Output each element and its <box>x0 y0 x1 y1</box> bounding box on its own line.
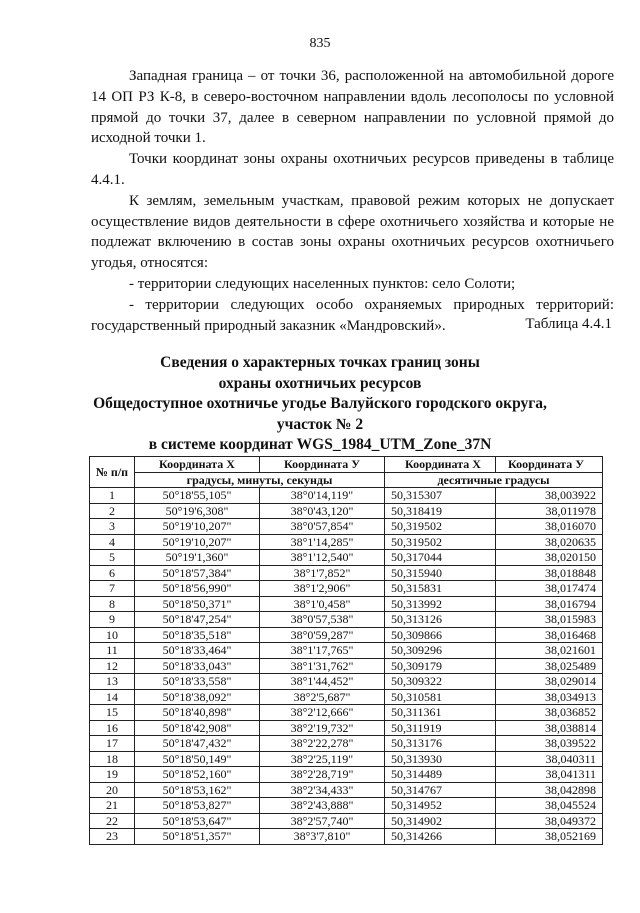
cell-number: 7 <box>90 581 135 597</box>
cell-number: 16 <box>90 720 135 736</box>
cell-number: 19 <box>90 767 135 783</box>
paragraph-excluded-lands: К землям, земельным участкам, правовой режим которых не допускает осуществление видов деятельности в сфере охотничьего хозяйства и которые не подлежат включению в состав зоны охраны охотничьих ресурсов охотничьего угодья, относятся: <box>91 192 614 272</box>
cell-number: 11 <box>90 643 135 659</box>
cell-x-dms: 50°18'50,371" <box>135 596 260 612</box>
paragraph-western-border: Западная граница – от точки 36, расположенной на автомобильной дороге 14 ОП РЗ К-8, в северо-восточном направлении вдоль лесополосы по условной прямой до точки 37, далее в северном направлении по условной прямой до исходной точки 1. <box>91 68 614 147</box>
table-row <box>90 643 603 659</box>
cell-y-decimal: 38,016070 <box>496 519 603 535</box>
cell-number: 18 <box>90 751 135 767</box>
cell-x-dms: 50°18'33,558" <box>135 674 260 690</box>
table-row <box>90 736 603 752</box>
cell-y-dms: 38°0'57,854" <box>260 519 385 535</box>
cell-x-decimal: 50,318419 <box>385 503 496 519</box>
cell-x-dms: 50°19'10,207" <box>135 519 260 535</box>
cell-number: 6 <box>90 565 135 581</box>
heading-line-1: Сведения о характерных точках границ зоны <box>160 354 480 371</box>
cell-y-decimal: 38,018848 <box>496 565 603 581</box>
cell-number: 23 <box>90 829 135 845</box>
cell-y-decimal: 38,020635 <box>496 534 603 550</box>
table-row <box>90 550 603 566</box>
cell-y-dms: 38°2'25,119" <box>260 751 385 767</box>
cell-x-dms: 50°18'56,990" <box>135 581 260 597</box>
cell-x-dms: 50°18'47,254" <box>135 612 260 628</box>
cell-number: 13 <box>90 674 135 690</box>
table-row <box>90 596 603 612</box>
cell-y-decimal: 38,039522 <box>496 736 603 752</box>
cell-y-dms: 38°2'12,666" <box>260 705 385 721</box>
cell-x-decimal: 50,315831 <box>385 581 496 597</box>
cell-y-decimal: 38,049372 <box>496 813 603 829</box>
table-row <box>90 503 603 519</box>
cell-x-dms: 50°18'53,827" <box>135 798 260 814</box>
table-row <box>90 565 603 581</box>
header-coord-y-dms: Координата У <box>260 457 385 473</box>
cell-x-dms: 50°18'55,105" <box>135 488 260 504</box>
table-body <box>90 488 603 845</box>
table-header-row <box>90 457 603 473</box>
cell-y-decimal: 38,020150 <box>496 550 603 566</box>
table-caption: Таблица 4.4.1 <box>525 316 612 332</box>
header-coord-y-decimal: Координата У <box>496 457 603 473</box>
heading-line-4: участок № 2 <box>276 415 364 433</box>
cell-y-dms: 38°1'7,852" <box>260 565 385 581</box>
cell-y-dms: 38°2'34,433" <box>260 782 385 798</box>
cell-y-dms: 38°2'28,719" <box>260 767 385 783</box>
cell-y-decimal: 38,038814 <box>496 720 603 736</box>
cell-y-decimal: 38,015983 <box>496 612 603 628</box>
cell-x-decimal: 50,314266 <box>385 829 496 845</box>
coordinates-table <box>89 456 603 845</box>
cell-x-decimal: 50,314767 <box>385 782 496 798</box>
table-row <box>90 612 603 628</box>
cell-y-dms: 38°1'17,765" <box>260 643 385 659</box>
cell-x-dms: 50°18'53,162" <box>135 782 260 798</box>
cell-x-dms: 50°18'42,908" <box>135 720 260 736</box>
cell-number: 14 <box>90 689 135 705</box>
paragraph-settlements: - территории следующих населенных пунктов: село Солоти; <box>129 275 516 292</box>
cell-x-decimal: 50,314952 <box>385 798 496 814</box>
cell-x-decimal: 50,319502 <box>385 519 496 535</box>
cell-x-dms: 50°19'6,308" <box>135 503 260 519</box>
cell-y-dms: 38°2'43,888" <box>260 798 385 814</box>
cell-number: 9 <box>90 612 135 628</box>
cell-x-dms: 50°18'33,464" <box>135 643 260 659</box>
table-row <box>90 627 603 643</box>
heading-line-2: охраны охотничьих ресурсов <box>218 374 422 392</box>
cell-y-decimal: 38,052169 <box>496 829 603 845</box>
cell-x-decimal: 50,309179 <box>385 658 496 674</box>
cell-x-decimal: 50,313992 <box>385 596 496 612</box>
table-row <box>90 813 603 829</box>
cell-x-decimal: 50,313930 <box>385 751 496 767</box>
cell-y-dms: 38°2'57,740" <box>260 813 385 829</box>
cell-number: 10 <box>90 627 135 643</box>
cell-x-decimal: 50,317044 <box>385 550 496 566</box>
cell-y-dms: 38°1'14,285" <box>260 534 385 550</box>
cell-x-decimal: 50,313176 <box>385 736 496 752</box>
table-row <box>90 767 603 783</box>
cell-y-decimal: 38,045524 <box>496 798 603 814</box>
cell-y-decimal: 38,041311 <box>496 767 603 783</box>
cell-x-decimal: 50,309866 <box>385 627 496 643</box>
cell-y-dms: 38°0'43,120" <box>260 503 385 519</box>
cell-y-dms: 38°0'57,538" <box>260 612 385 628</box>
cell-number: 22 <box>90 813 135 829</box>
cell-x-dms: 50°18'53,647" <box>135 813 260 829</box>
cell-number: 8 <box>90 596 135 612</box>
cell-x-decimal: 50,315307 <box>385 488 496 504</box>
cell-number: 12 <box>90 658 135 674</box>
cell-y-decimal: 38,034913 <box>496 689 603 705</box>
cell-x-decimal: 50,315940 <box>385 565 496 581</box>
cell-y-decimal: 38,029014 <box>496 674 603 690</box>
cell-number: 20 <box>90 782 135 798</box>
table-row <box>90 782 603 798</box>
cell-number: 2 <box>90 503 135 519</box>
cell-number: 21 <box>90 798 135 814</box>
cell-x-decimal: 50,314489 <box>385 767 496 783</box>
paragraph-points-reference: Точки координат зоны охраны охотничьих ресурсов приведены в таблице 4.4.1. <box>91 151 614 188</box>
cell-x-decimal: 50,313126 <box>385 612 496 628</box>
cell-y-dms: 38°1'31,762" <box>260 658 385 674</box>
table-subheader-row <box>90 472 603 488</box>
cell-y-dms: 38°2'5,687" <box>260 689 385 705</box>
cell-y-decimal: 38,016794 <box>496 596 603 612</box>
cell-x-decimal: 50,311361 <box>385 705 496 721</box>
table-row <box>90 581 603 597</box>
cell-number: 17 <box>90 736 135 752</box>
heading-line-3: Общедоступное охотничье угодье Валуйского городского округа, <box>93 395 547 412</box>
table-row <box>90 519 603 535</box>
cell-y-dms: 38°2'19,732" <box>260 720 385 736</box>
table-row <box>90 720 603 736</box>
cell-x-dms: 50°18'33,043" <box>135 658 260 674</box>
cell-y-decimal: 38,011978 <box>496 503 603 519</box>
cell-number: 3 <box>90 519 135 535</box>
table-heading <box>60 353 580 456</box>
table-row <box>90 705 603 721</box>
table-row <box>90 798 603 814</box>
cell-x-dms: 50°18'38,092" <box>135 689 260 705</box>
cell-x-dms: 50°18'35,518" <box>135 627 260 643</box>
cell-y-dms: 38°0'59,287" <box>260 627 385 643</box>
cell-x-dms: 50°18'52,160" <box>135 767 260 783</box>
cell-y-decimal: 38,021601 <box>496 643 603 659</box>
table-row <box>90 488 603 504</box>
cell-x-decimal: 50,314902 <box>385 813 496 829</box>
cell-y-decimal: 38,017474 <box>496 581 603 597</box>
table-row <box>90 674 603 690</box>
subheader-dms: градусы, минуты, секунды <box>135 472 385 488</box>
cell-x-decimal: 50,309322 <box>385 674 496 690</box>
header-row-number: № п/п <box>90 457 135 488</box>
table-row <box>90 658 603 674</box>
body-text <box>91 66 614 336</box>
cell-x-dms: 50°18'57,384" <box>135 565 260 581</box>
cell-x-dms: 50°18'47,432" <box>135 736 260 752</box>
cell-number: 4 <box>90 534 135 550</box>
header-coord-x-decimal: Координата Х <box>385 457 496 473</box>
cell-y-dms: 38°1'2,906" <box>260 581 385 597</box>
cell-y-dms: 38°0'14,119" <box>260 488 385 504</box>
header-coord-x-dms: Координата Х <box>135 457 260 473</box>
cell-x-dms: 50°18'40,898" <box>135 705 260 721</box>
cell-y-decimal: 38,036852 <box>496 705 603 721</box>
table-row <box>90 751 603 767</box>
cell-y-dms: 38°3'7,810" <box>260 829 385 845</box>
cell-y-decimal: 38,042898 <box>496 782 603 798</box>
table-row <box>90 829 603 845</box>
cell-x-decimal: 50,311919 <box>385 720 496 736</box>
cell-x-dms: 50°19'10,207" <box>135 534 260 550</box>
cell-y-decimal: 38,016468 <box>496 627 603 643</box>
table-row <box>90 689 603 705</box>
cell-x-dms: 50°18'50,149" <box>135 751 260 767</box>
cell-y-dms: 38°1'0,458" <box>260 596 385 612</box>
heading-line-5: в системе координат WGS_1984_UTM_Zone_37N <box>148 436 492 453</box>
cell-number: 5 <box>90 550 135 566</box>
cell-y-decimal: 38,025489 <box>496 658 603 674</box>
cell-y-decimal: 38,040311 <box>496 751 603 767</box>
cell-y-dms: 38°2'22,278" <box>260 736 385 752</box>
cell-y-dms: 38°1'44,452" <box>260 674 385 690</box>
cell-number: 15 <box>90 705 135 721</box>
cell-x-decimal: 50,310581 <box>385 689 496 705</box>
cell-number: 1 <box>90 488 135 504</box>
cell-x-dms: 50°19'1,360" <box>135 550 260 566</box>
paragraph-protected-areas: - территории следующих особо охраняемых природных территорий: государственный природный заказник «Мандровский». <box>91 296 614 334</box>
table-row <box>90 534 603 550</box>
cell-x-decimal: 50,309296 <box>385 643 496 659</box>
page-number: 835 <box>309 36 331 51</box>
cell-y-decimal: 38,003922 <box>496 488 603 504</box>
cell-x-decimal: 50,319502 <box>385 534 496 550</box>
cell-y-dms: 38°1'12,540" <box>260 550 385 566</box>
subheader-decimal: десятичные градусы <box>385 472 603 488</box>
cell-x-dms: 50°18'51,357" <box>135 829 260 845</box>
